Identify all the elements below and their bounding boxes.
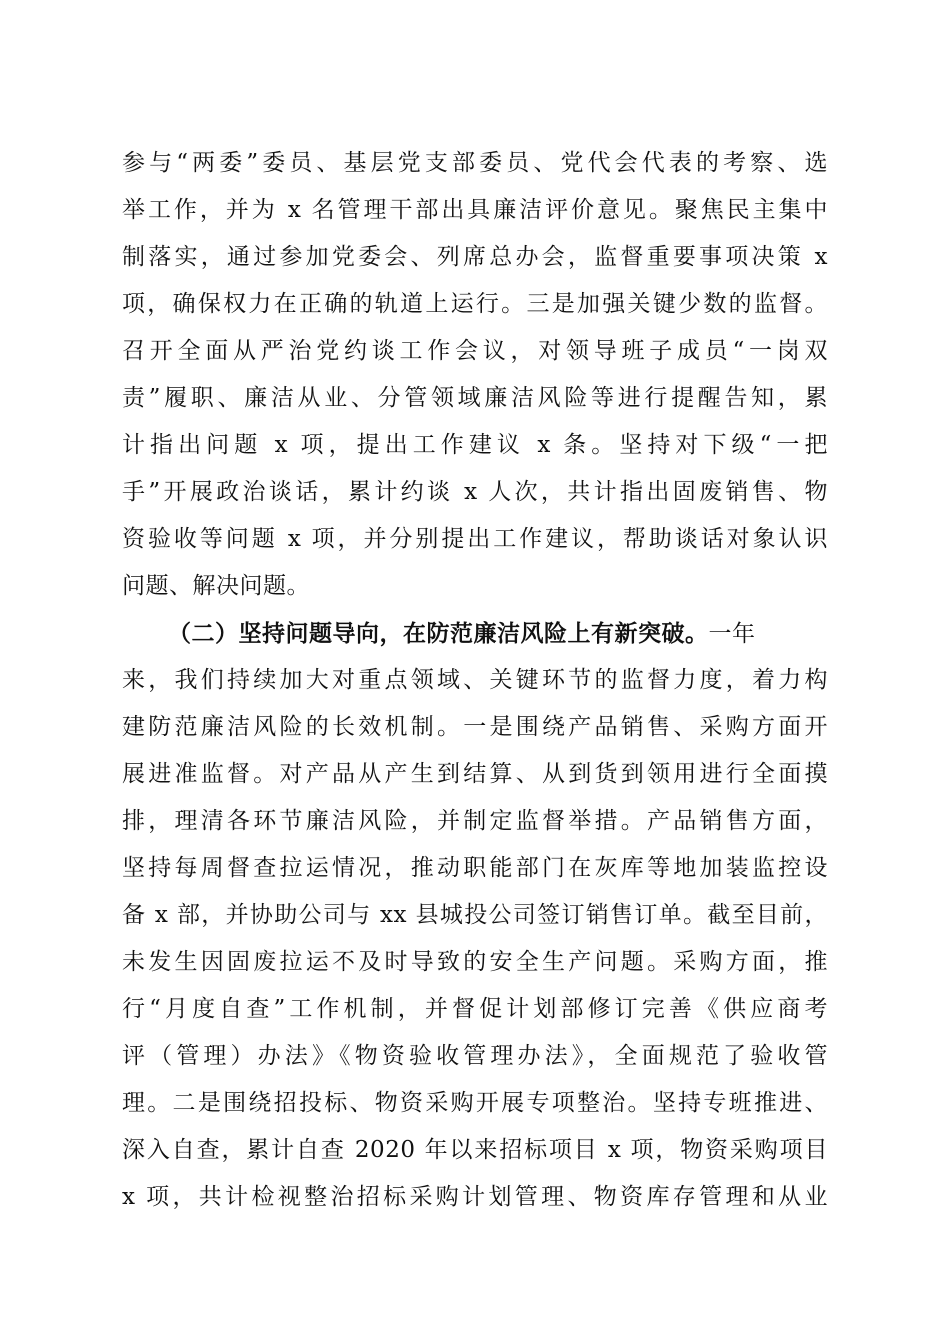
paragraph-1 — [122, 140, 828, 610]
paragraph-2 — [122, 610, 828, 1221]
text-line: 坚持每周督查拉运情况，推动职能部门在灰库等地加装监控设 — [122, 855, 828, 881]
text-line: 未发生因固废拉运不及时导致的安全生产问题。采购方面，推 — [122, 949, 828, 975]
text-line: 责”履职、廉洁从业、分管领域廉洁风险等进行提醒告知，累 — [122, 385, 828, 411]
text-line: 召开全面从严治党约谈工作会议，对领导班子成员“一岗双 — [122, 338, 828, 364]
text-line: 理。二是围绕招投标、物资采购开展专项整治。坚持专班推进、 — [122, 1090, 828, 1116]
text-line: 项，确保权力在正确的轨道上运行。三是加强关键少数的监督。 — [122, 291, 828, 317]
first-line-rest: 一年 — [708, 621, 756, 647]
text-line: 举工作，并为 x 名管理干部出具廉洁评价意见。聚焦民主集中 — [122, 197, 828, 223]
text-line: 问题、解决问题。 — [122, 573, 310, 599]
text-line: 行“月度自查”工作机制，并督促计划部修订完善《供应商考 — [122, 996, 828, 1022]
text-line: 资验收等问题 x 项，并分别提出工作建议，帮助谈话对象认识 — [122, 526, 828, 552]
text-line: 建防范廉洁风险的长效机制。一是围绕产品销售、采购方面开 — [122, 714, 828, 740]
text-line: 评（管理）办法》《物资验收管理办法》，全面规范了验收管 — [122, 1043, 828, 1069]
section-heading: （二）坚持问题导向，在防范廉洁风险上有新突破。 — [168, 620, 709, 647]
text-line: 制落实，通过参加党委会、列席总办会，监督重要事项决策 x — [122, 244, 828, 270]
text-line: 备 x 部，并协助公司与 xx 县城投公司签订销售订单。截至目前， — [122, 902, 828, 928]
text-line: 深入自查，累计自查 2020 年以来招标项目 x 项，物资采购项目 — [122, 1137, 828, 1163]
text-line: 来，我们持续加大对重点领域、关键环节的监督力度，着力构 — [122, 667, 828, 693]
text-line: 计指出问题 x 项，提出工作建议 x 条。坚持对下级“一把 — [122, 432, 828, 458]
text-line: 排，理清各环节廉洁风险，并制定监督举措。产品销售方面， — [122, 808, 828, 834]
text-line: 手”开展政治谈话，累计约谈 x 人次，共计指出固废销售、物 — [122, 479, 828, 505]
document-body — [122, 140, 828, 1221]
text-line: 展进准监督。对产品从产生到结算、从到货到领用进行全面摸 — [122, 761, 828, 787]
text-line: 参与“两委”委员、基层党支部委员、党代会代表的考察、选 — [122, 150, 828, 176]
text-line: x 项，共计检视整治招标采购计划管理、物资库存管理和从业 — [122, 1184, 828, 1210]
paragraph-2-first-line — [122, 610, 828, 657]
